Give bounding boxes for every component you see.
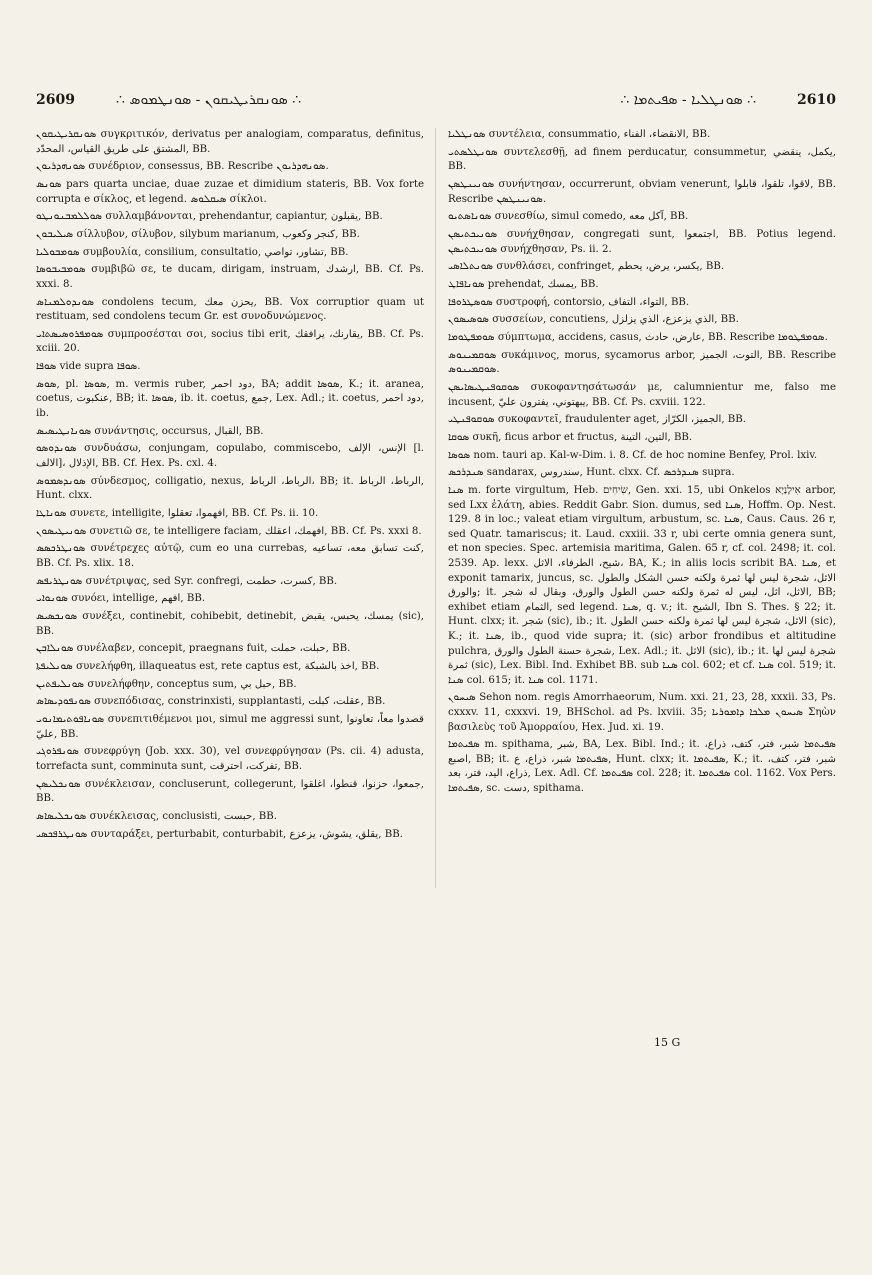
left-column (36, 128, 424, 845)
dictionary-entry: ܣܘܢܛܪܟܣܣ συνέτρεχες αὐτῷ, cum eo una currebas, كنت تسابق معه، تساعيه, BB. Cf. Ps. xlix. 18. (36, 543, 424, 569)
dictionary-entry: ܣܘܣܐ nom. tauri ap. Kal-w-Dim. i. 8. Cf. de hoc nomine Benfey, Prol. lxiv. (448, 449, 818, 461)
dictionary-entry: ܣܝܚܘܢ Sehon nom. regis Amorrhaeorum, Num. xxi. 21, 23, 28, xxxii. 33, Ps. cxxxv. 11, cxxxvi. 19, BHSchol. ad Ps. lxviii. 35; ܣܝܚܘܢ ܡܠܟܐ ܕܐܡܘܪܝܐ Σηὼν βασιλεὺς τοῦ Ἀμορραίου, Hex. Jud. xi. 19. (448, 692, 836, 733)
dictionary-entry: ܣܘܢܐܦܘܬܝܡܐܢܘܝ συνεπιτιθέμενοι μοι, simul me aggressi sunt, قصدوا معاً، تعاونوا عليّ, BB. (36, 714, 424, 740)
dictionary-entry: ܣܘܢܐܢܛܝܣܝܣ συνάντησις, occursus, القبال, BB. (36, 425, 264, 437)
dictionary-entry: ܣܘܩܡܝܢܘܣ συκάμινος, morus, sycamorus arbor, التوت، الجميز, BB. Rescribe ܣܘܩܡܝܢܘܣ. (448, 349, 837, 376)
right-column (448, 128, 836, 800)
dictionary-entry: ܣܘܢܛܪܦܟܣܝ συνταράξει, perturbabit, conturbabit, يقلق، يشوش، يزعزع, BB. (36, 828, 403, 840)
dictionary-entry: ܣܘܩܘܦܢܛܝ συκοφαντεῖ, fraudulenter aget, الجميز، الكرّاز, BB. (448, 414, 747, 426)
dictionary-entry: ܣܢܐ m. forte virgultum, Heb. שִׂיחִים, Gen. xxi. 15, ubi Onkelos אִילָנַיָא arbor, sed Lxx ἐλάτη, abies. Reddit Gabr. Sion. dumus, sed ܣܢܐ, Hoffm. Op. Nest. 129. 8 in loc.; valeat etiam virgultum, arbustum, sc. ܣܢܐ, Caus. Caus. 26 r, sed Quatr. tamariscus; it. Laud. cxxiii. 33 r, ubi certe omnia genera sunt, et non species. Spec. artemisia maritima, Galen. 65 r, cf. col. 2498; it. col. 2539. Ap. lexx. شيح، الطرفاء، الاثل، BA, K.; in aliis locis scribit BA. ܣܢܐ, et exponit tamarix, juncus, sc. الاثل، شجرة ليس لها ثمرة ولكنه حسن الشكل والطول والورق; it. الاثل، اثل، ليس له ثمرة ولكنه حسن الطول والورق، وبقال له شجر, BB; exhibet etiam الثمام, sed legend. ܣܢܐ, q. v.; it. الشيح, Ibn S. Thes. § 22; it. Hunt. clxx; it. شجر (sic), ib.; it. الاثل، شجرة ليس لها ثمرة ولكنه حسن الطول (sic), K.; it. ܣܢܐ, ib., quod vide supra; it. (sic) arbor frondibus et altitudine pulchra, شجرة حسنة الطول والورق, Lex. Adl.; it. الاثل (sic), ib.; it. شجرة ليس لها ثمرة (sic), Lex. Bibl. Ind. Exhibet BB. sub ܣܢܐ col. 602; et cf. ܣܢܐ col. 519; it. ܣܢܐ col. 615; it. ܣܢܐ col. 1171. (448, 484, 837, 686)
dictionary-entry: ܣܘܢܠܐܒܢ συνέλαβεν, concepit, praegnans fuit, حبلت، حملت, BB. (36, 643, 351, 655)
dictionary-entry: ܣܘܢܠܝܦܬܝܢ συνελήφθην, conceptus sum, حبل بي, BB. (36, 678, 297, 690)
dictionary-entry: ܣܝܠܝܒܘܢ σίλλυβον, σίλυβον, silybum marianum, كنجر وكعوب, BB. (36, 228, 360, 240)
dictionary-entry: ܣܘܢܝܢܛܣܢ συνήντησαν, occurrerunt, obviam venerunt, لاقوا، تلقوا، قابلوا, BB. Rescribe ܣܘܢܝܢܛܣܢ. (448, 178, 836, 205)
dictionary-entry: ܣܘܣ, pl. ܣܘܣܐ, m. vermis ruber, دود احمر, BA; addit ܣܘܣܐ, K.; it. aranea, coetus, عنكبوت, BB; it. ܣܘܣܐ, ib. it. coetus, جمع, Lex. Adl.; it. coetus, دود احمر, ib. (36, 378, 425, 420)
dictionary-entry: ܣܘܢܟܠܝܣܢ συνέκλεισαν, concluserunt, collegerunt, جمعوا، حزنوا، قنطوا، اغلقوا, BB. (36, 778, 424, 805)
dictionary-entry: ܣܘܢܐܦܐܛ prehendat, يمسك, BB. (448, 278, 599, 290)
page-number-left: 2609 (36, 92, 75, 108)
dictionary-entry: ܣܘܢܝܛܝܣܘܢ συνετιῶ σε, te intelligere faciam, افهمك، اعقلك, BB. Cf. Ps. xxxi 8. (36, 525, 422, 537)
dictionary-entry: ܣܘܢܟܣܝܣ συνέξει, continebit, cohibebit, detinebit, يمسك، يحبس، يقبض (sic), BB. (36, 611, 424, 637)
dictionary-entry: ܣܘܢܕܘܠܡܢܐܣ condolens tecum, يحزن معك, BB. Vox corruptior quam ut restituam, sed condolens tecum Gr. est συνοδυνώμενος. (36, 296, 424, 323)
dictionary-entry: ܣܘܡܦܪܘܣܝܣܬܐܝ συμπροσέσται σοι, socius tibi erit, يقارنك، يرافقك, BB. Cf. Ps. xciii. 20. (36, 328, 424, 355)
dictionary-entry: ܣܘܢܛܠܣܬܝ συντελεσθῇ, ad finem perducatur, consummetur, يكمل، ينقضي, BB. (448, 146, 836, 173)
dictionary-entry: ܣܘܢܘܐܝ συνόει, intellige, افهم, BB. (36, 593, 206, 605)
dictionary-entry: ܣܘܡܦܛܘܡܐ σύμπτωμα, accidens, casus, عارض، حادث, BB. Rescribe ܣܘܡܦܛܘܡܐ. (448, 331, 828, 343)
dictionary-entry: ܣܘܢܦܪܘܓܝ συνεφρύγη (Job. xxx. 30), vel συνεφρύγησαν (Ps. cii. 4) adusta, torrefacta sunt, comminuta sunt, تفركت، احترقت, BB. (36, 746, 424, 772)
dictionary-entry: ܣܘܡܒܝܒܘܣܐ συμβιβῶ σε, te ducam, dirigam, instruam, ارشدك, BB. Cf. Ps. xxxi. 8. (36, 264, 424, 290)
dictionary-entry: ܣܘܩܐ συκῆ, ficus arbor et fructus, التين، التينة, BB. (448, 431, 693, 443)
page-header (36, 92, 836, 114)
signature-mark: 15 G (654, 1036, 681, 1049)
dictionary-entry: ܣܘܢܬܠܐܣܝ συνθλάσει, confringet, يكسر، يرض، يحطم, BB. (448, 261, 725, 273)
page-number-right: 2610 (797, 92, 836, 108)
dictionary-entry: ܣܘܣܝܣܘܢ συσσείων, concutiens, الذي يزعزع، الذي يزلزل, BB. (448, 314, 739, 326)
dictionary-entry: ܣܘܢܗܕܪܝܘܢ συνέδριον, consessus, BB. Rescribe ܣܘܢܗܕܪܝܘܢ. (36, 161, 329, 173)
dictionary-entry: ܣܘܢܐܣܬܝܘ συνεσθίω, simul comedo, آكل معه, BB. (448, 211, 689, 223)
dictionary-entry: ܣܘܢܕܘܣܘ συνδυάσω, conjungam, copulabo, commiscebo, الإنس، الإلف [l. الالف]، الإذلال, BB. Cf. Hex. Ps. cxl. 4. (36, 443, 424, 469)
dictionary-entry: ܣܘܢܠܝܦܬܐ συνελήφθη, illaqueatus est, rete captus est, اخذ بالشبكة, BB. (36, 660, 380, 672)
dictionary-entry: ܣܘܦܐ vide supra ܣܘܦܐ. (36, 361, 141, 373)
dictionary-entry: ܣܘܢܛܠܝܐ συντέλεια, consummatio, الانقضاء، الفناء, BB. (448, 129, 711, 140)
dictionary-entry: ܣܘܣܛܪܘܦܐ συστροφή, contorsio, التواء، التفاف, BB. (448, 296, 690, 308)
dictionary-entry: ܣܘܢܩܪܝܛܝܩܘܢ συγκριτικόν, derivatus per analogiam, comparatus, definitus, المشتق على طريق القياس، المحدّد, BB. (36, 129, 424, 155)
dictionary-entry: ܣܘܢܐܛܐ συνετε, intelligite, افهموا، تعقلوا, BB. Cf. Ps. ii. 10. (36, 507, 319, 519)
dictionary-entry: ܣܘܠܠܡܒܢܘܢܛܘ συλλαμβάνονται, prehendantur, capiantur, يقبلون, BB. (36, 211, 383, 223)
dictionary-entry: ܣܘܩܘܦܢܛܝܣܐܝܣܢ συκοφαντησάτωσάν με, calumnientur me, falso me incusent, يبهتوني، يفترون عليّ, BB. Cf. Ps. cxviii. 122. (448, 381, 836, 408)
running-head-right: ∴ ܣܘܢܛܠܝܐ - ܣܦܝܬܡܐ ∴ (620, 92, 756, 108)
dictionary-entry: ܣܘܢܕܣܡܘܣ σύνδεσμος, colligatio, nexus, الرباط، الرباط، BB; it. الرباط، الرباط, Hunt. clxx. (36, 475, 425, 502)
dictionary-entry: ܣܦܝܬܡܐ m. spithama, شبر, BA, Lex. Bibl. Ind.; it. ܣܦܝܬܡܐ شبر، فتر، كتف، ذراع، اصبع, BB; it. ܣܦܝܬܡܐ شبر، ذراع، ع, Hunt. clxx; it. ܣܦܝܬܡܐ, K.; it. شبر، فتر، كتف، ذراع، اليد، فتر، بعد, Lex. Adl. Cf. ܣܦܝܬܡܐ col. 228; it. ܣܦܝܬܡܐ col. 1162. Vox Pers. ܣܦܝܬܡܐ, sc. دست, spithama. (448, 739, 837, 795)
dictionary-entry: ܣܘܢܛܪܝܦܣ συνέτριψας, sed Syr. confregi, كسرت، حطمت, BB. (36, 575, 338, 587)
column-divider (435, 128, 436, 888)
dictionary-entry: ܣܘܢܣ pars quarta unciae, duae zuzae et dimidium stateris, BB. Vox forte corrupta e σίκλος, et legend. ܣܝܩܠܘܣ σίκλοι. (36, 178, 424, 205)
dictionary-entry: ܣܘܢܦܘܕܝܣܐܣ συνεπόδισας, constrinxisti, supplantasti, عقلت، كبلت, BB. (36, 696, 386, 708)
dictionary-entry: ܣܢܕܪܟܣ sandarax, سندروس, Hunt. clxx. Cf. ܣܢܕܪܟܣ supra. (448, 467, 735, 479)
running-head-left: ∴ ܣܘܢܩܪܝܛܝܩܘܢ - ܣܘܢܛܡܘܣ ∴ (116, 92, 302, 108)
dictionary-entry: ܣܘܡܒܘܠܝܐ συμβουλία, consilium, consultatio, تشاور، تواصي, BB. (36, 246, 349, 258)
dictionary-entry: ܣܘܢܟܠܝܣܐܣ συνέκλεισας, conclusisti, حبست, BB. (36, 810, 278, 822)
dictionary-entry: ܣܘܢܝܟܬܝܣܢ συνήχθησαν, congregati sunt, اجتمعوا, BB. Potius legend. ܣܘܢܝܟܬܝܣܢ συνήχθησαν, Ps. ii. 2. (448, 228, 836, 255)
